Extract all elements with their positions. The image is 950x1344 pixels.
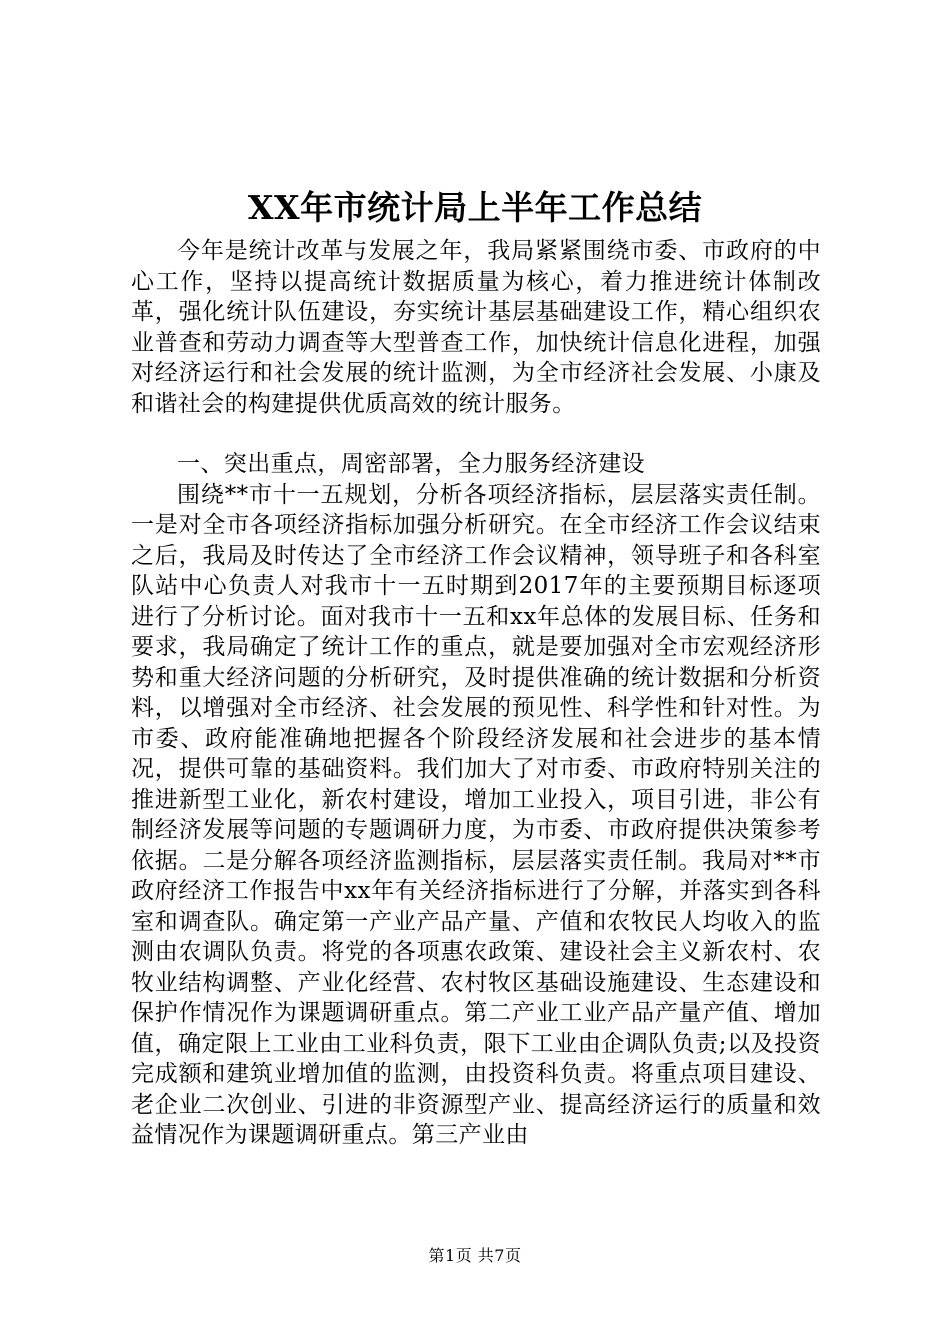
section-1-heading: 一、突出重点，周密部署，全力服务经济建设 [177,451,645,477]
paragraph-spacer [131,419,821,449]
document-body [131,236,821,1151]
document-title: XX年市统计局上半年工作总结 [247,188,703,227]
section-1-paragraph: 围绕**市十一五规划，分析各项经济指标，层层落实责任制。一是对全市各项经济指标加强分析研究。在全市经济工作会议结束之后，我局及时传达了全市经济工作会议精神，领导班子和各科室队站中心负责人对我市十一五时期到2017年的主要预期目标逐项进行了分析讨论。面对我市十一五和xx年总体的发展目标、任务和要求，我局确定了统计工作的重点，就是要加强对全市宏观经济形势和重大经济问题的分析研究，及时提供准确的统计数据和分析资料，以增强对全市经济、社会发展的预见性、科学性和针对性。为市委、政府能准确地把握各个阶段经济发展和社会进步的基本情况，提供可靠的基础资料。我们加大了对市委、市政府特别关注的推进新型工业化，新农村建设，增加工业投入，项目引进，非公有制经济发展等问题的专题调研力度，为市委、市政府提供决策参考依据。二是分解各项经济监测指标，层层落实责任制。我局对**市政府经济工作报告中xx年有关经济指标进行了分解，并落实到各科室和调查队。确定第一产业产品产量、产值和农牧民人均收入的监测由农调队负责。将党的各项惠农政策、建设社会主义新农村、农牧业结构调整、产业化经营、农村牧区基础设施建设、生态建设和保护作情况作为课题调研重点。第二产业工业产品产量产值、增加值，确定限上工业由工业科负责，限下工业由企调队负责;以及投资完成额和建筑业增加值的监测，由投资科负责。将重点项目建设、老企业二次创业、引进的非资源型产业、提高经济运行的质量和效益情况作为课题调研重点。第三产业由 [131,481,821,1148]
intro-paragraph: 今年是统计改革与发展之年，我局紧紧围绕市委、市政府的中心工作，坚持以提高统计数据质量为核心，着力推进统计体制改革，强化统计队伍建设，夯实统计基层基础建设工作，精心组织农业普查和劳动力调查等大型普查工作，加快统计信息化进程，加强对经济运行和社会发展的统计监测，为全市经济社会发展、小康及和谐社会的构建提供优质高效的统计服务。 [131,238,821,417]
page-number-footer: 第1页 共7页 [428,1246,522,1265]
